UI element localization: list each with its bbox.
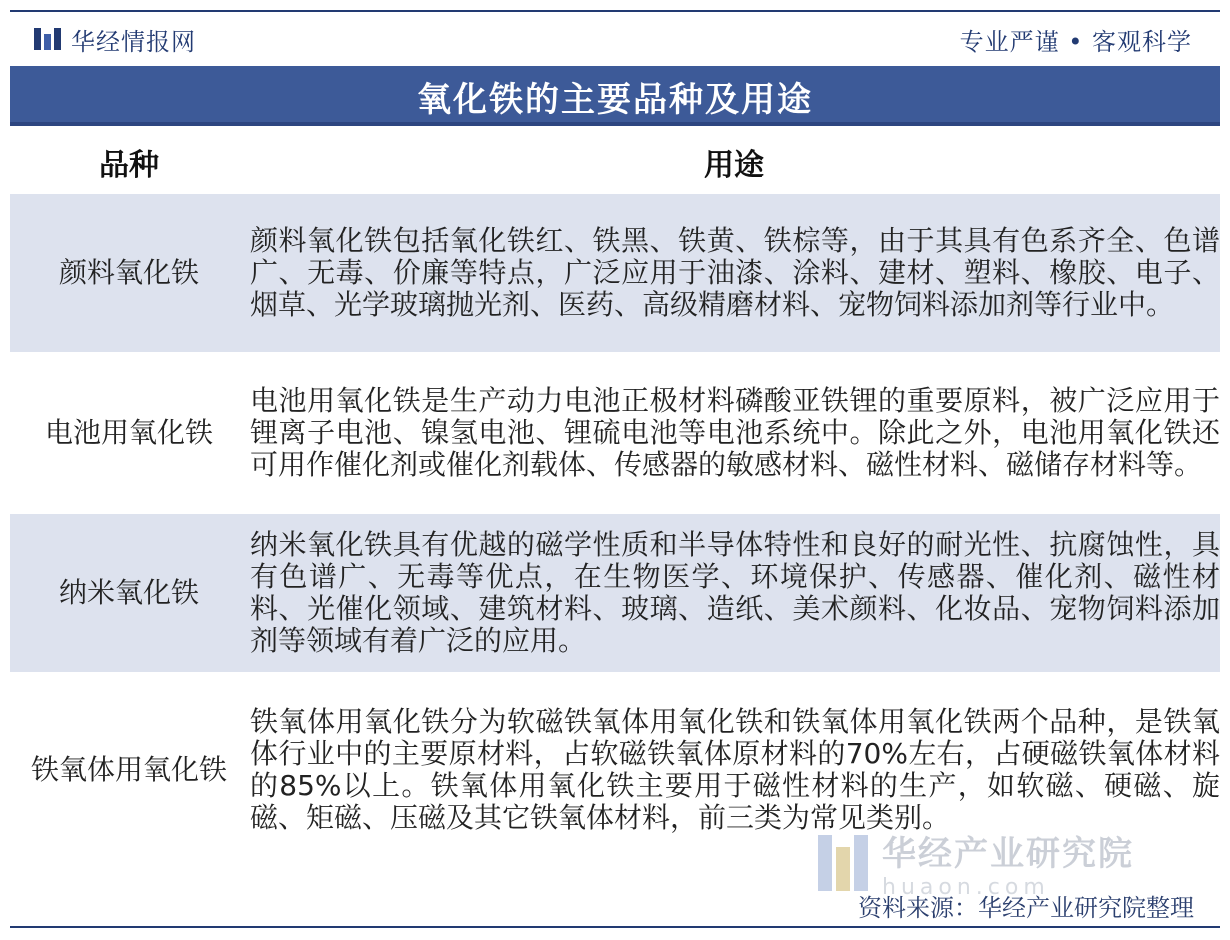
table-row: [10, 352, 1220, 514]
kind-cell: 电池用氧化铁: [10, 352, 248, 514]
varieties-table: [10, 130, 1220, 868]
use-cell: 铁氧体用氧化铁分为软磁铁氧体用氧化铁和铁氧体用氧化铁两个品种，是铁氧体行业中的主要原材料，占软磁铁氧体原材料的70%左右，占硬磁铁氧体材料的85%以上。铁氧体用氧化铁主要用于磁性材料的生产，如软磁、硬磁、旋磁、矩磁、压磁及其它铁氧体材料，前三类为常见类别。: [248, 672, 1220, 868]
use-cell: 电池用氧化铁是生产动力电池正极材料磷酸亚铁锂的重要原料，被广泛应用于锂离子电池、镍氢电池、锂硫电池等电池系统中。除此之外，电池用氧化铁还可用作催化剂或催化剂载体、传感器的敏感材料、磁性材料、磁储存材料等。: [248, 352, 1220, 514]
title-bar: [10, 66, 1220, 126]
source-note: 资料来源：华经产业研究院整理: [858, 894, 1194, 922]
table-row: [10, 672, 1220, 868]
table-row: [10, 514, 1220, 672]
top-rule: [10, 10, 1220, 12]
brand-name: 华经情报网: [71, 27, 196, 56]
bottom-rule: [10, 926, 1220, 928]
kind-cell: 铁氧体用氧化铁: [10, 672, 248, 868]
use-cell: 颜料氧化铁包括氧化铁红、铁黑、铁黄、铁棕等，由于其具有色系齐全、色谱广、无毒、价廉等特点，广泛应用于油漆、涂料、建材、塑料、橡胶、电子、烟草、光学玻璃抛光剂、医药、高级精磨材料、宠物饲料添加剂等行业中。: [248, 194, 1220, 352]
column-header-kind: 品种: [99, 148, 159, 183]
kind-cell: 颜料氧化铁: [10, 194, 248, 352]
brand-logo-icon: [34, 28, 61, 50]
watermark-url: huaon.com: [882, 875, 1050, 900]
page-title: 氧化铁的主要品种及用途: [417, 79, 813, 120]
kind-cell: 纳米氧化铁: [10, 514, 248, 672]
column-header-use: 用途: [704, 148, 764, 183]
use-cell: 纳米氧化铁具有优越的磁学性质和半导体特性和良好的耐光性、抗腐蚀性，具有色谱广、无毒等优点，在生物医学、环境保护、传感器、催化剂、磁性材料、光催化领域、建筑材料、玻璃、造纸、美术颜料、化妆品、宠物饲料添加剂等领域有着广泛的应用。: [248, 514, 1220, 672]
slogan: 专业严谨 • 客观科学: [959, 27, 1192, 56]
header: [10, 14, 1220, 64]
table-row: [10, 194, 1220, 352]
watermark-name: 华经产业研究院: [882, 834, 1134, 874]
brand: [10, 22, 196, 57]
table-header-row: [10, 130, 1220, 194]
